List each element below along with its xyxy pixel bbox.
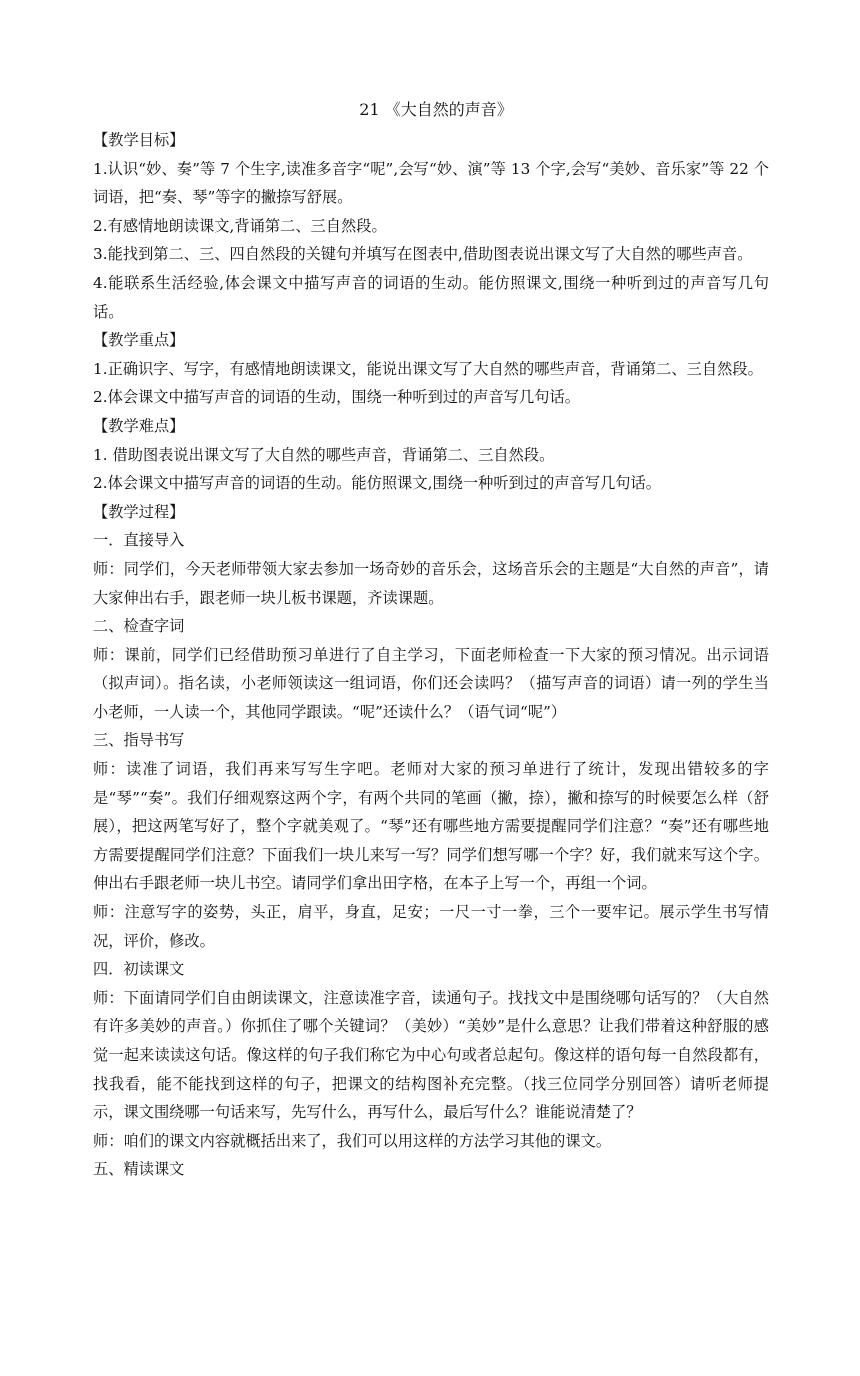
section-1-text: 师：同学们，今天老师带领大家去参加一场奇妙的音乐会，这场音乐会的主题是“大自然的声音”，请大家伸出右手，跟老师一块儿板书课题，齐读课题。 <box>93 559 769 607</box>
key-point-2: 2.体会课文中描写声音的词语的生动，围绕一种听到过的声音写几句话。 <box>93 388 580 407</box>
key-point-1: 1.正确识字、写字，有感情地朗读课文，能说出课文写了大自然的哪些声音，背诵第二、三自然段。 <box>93 359 763 378</box>
section-2-text: 师：课前，同学们已经借助预习单进行了自主学习，下面老师检查一下大家的预习情况。出示词语（拟声词）。指名读，小老师领读这一组词语，你们还会读吗？（描写声音的词语）请一列的学生当小老师，一人读一个，其他同学跟读。“呢”还读什么？（语气词“呢”） <box>93 645 769 721</box>
document-title: 21 《大自然的声音》 <box>359 100 513 119</box>
difficulty-2: 2.体会课文中描写声音的词语的生动。能仿照课文,围绕一种听到过的声音写几句话。 <box>93 474 662 493</box>
section-3-text-2: 师：注意写字的姿势，头正，肩平，身直，足安；一尺一寸一拳，三个一要牢记。展示学生书写情况，评价，修改。 <box>93 903 769 950</box>
goal-1: 1.认识“妙、奏”等 7 个生字,读准多音字“呢”,会写“妙、演”等 13 个字,会写“美妙、音乐家”等 22 个词语，把“奏、琴”等字的撇捺写舒展。 <box>93 159 769 207</box>
section-1-heading: 一．直接导入 <box>93 531 185 550</box>
section-4-text: 师：下面请同学们自由朗读课文，注意读准字音，读通句子。找找文中是围绕哪句话写的？（大自然有许多美妙的声音。）你抓住了哪个关键词？（美妙）“美妙”是什么意思？让我们带着这种舒服的感觉一起来读读这句话。像这样的句子我们称它为中心句或者总起句。像这样的语句每一自然段都有，找我看，能不能找到这样的句子，把课文的结构图补充完整。（找三位同学分别回答）请听老师提示，课文围绕哪一句话来写，先写什么，再写什么，最后写什么？谁能说清楚了？ <box>93 988 769 1122</box>
section-3-text: 师：读准了词语，我们再来写写生字吧。老师对大家的预习单进行了统计，发现出错较多的字是“琴”“奏”。我们仔细观察这两个字，有两个共同的笔画（撇，捺），撇和捺写的时候要怎么样（舒展），把这两笔写好了，整个字就美观了。“琴”还有哪些地方需要提醒同学们注意？“奏”还有哪些地方需要提醒同学们注意？下面我们一块儿来写一写？同学们想写哪一个字？好，我们就来写这个字。伸出右手跟老师一块儿书空。请同学们拿出田字格，在本子上写一个，再组一个词。 <box>93 760 769 893</box>
section-5-heading: 五、精读课文 <box>93 1160 185 1179</box>
goal-2: 2.有感情地朗读课文,背诵第二、三自然段。 <box>93 216 387 235</box>
section-4-heading: 四．初读课文 <box>93 960 185 979</box>
goal-3: 3.能找到第二、三、四自然段的关键句并填写在图表中,借助图表说出课文写了大自然的哪些声音。 <box>93 245 753 264</box>
difficulty-1: 1. 借助图表说出课文写了大自然的哪些声音，背诵第二、三自然段。 <box>93 445 555 464</box>
section-4-text-2: 师：咱们的课文内容就概括出来了，我们可以用这样的方法学习其他的课文。 <box>93 1131 612 1150</box>
heading-teaching-goals: 【教学目标】 <box>93 131 185 149</box>
heading-key-points: 【教学重点】 <box>93 331 185 350</box>
section-2-heading: 二、检查字词 <box>93 617 185 636</box>
heading-process: 【教学过程】 <box>93 502 185 521</box>
heading-difficulties: 【教学难点】 <box>93 416 185 435</box>
section-3-heading: 三、指导书写 <box>93 731 185 750</box>
document-page <box>93 98 769 1184</box>
goal-4: 4.能联系生活经验,体会课文中描写声音的词语的生动。能仿照课文,围绕一种听到过的声音写几句话。 <box>93 273 769 321</box>
